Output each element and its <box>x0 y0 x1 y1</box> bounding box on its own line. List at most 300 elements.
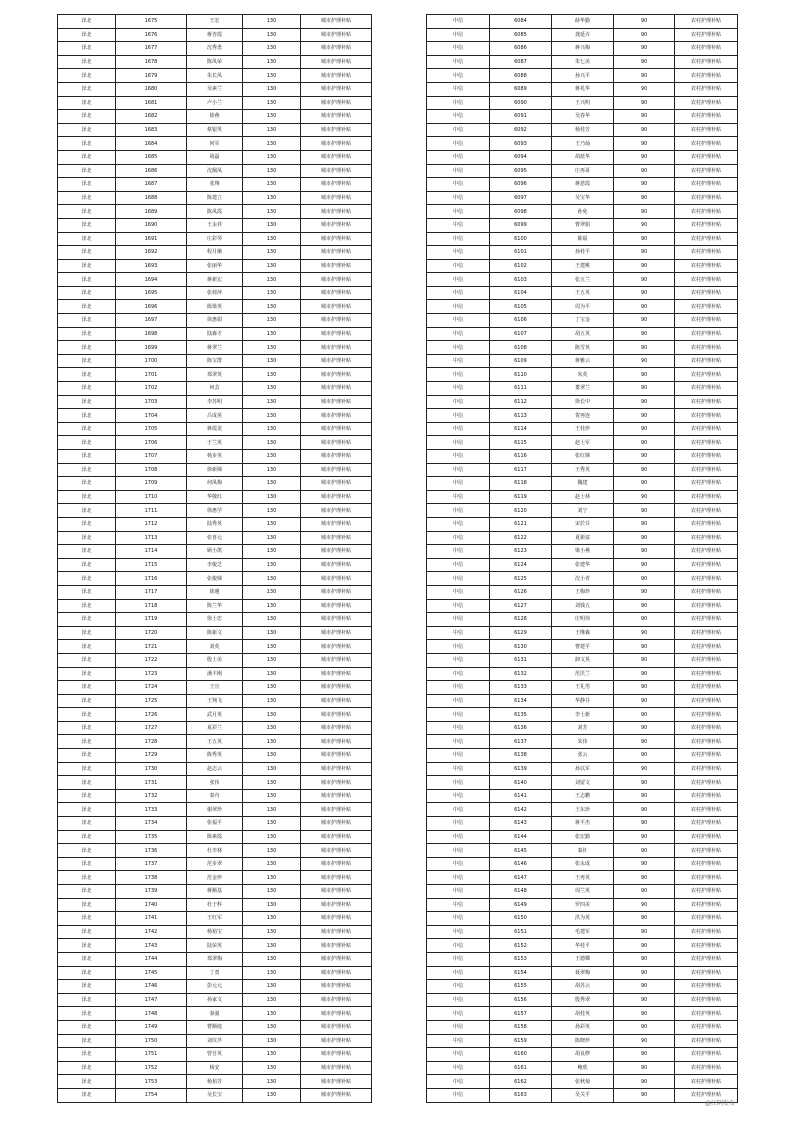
region-cell: 中信 <box>427 776 490 790</box>
name-cell: 王乃灿 <box>552 137 614 151</box>
name-cell: 张荷萍 <box>187 286 243 300</box>
region-cell: 中信 <box>427 96 490 110</box>
category-cell: 城市护理补贴 <box>301 354 372 368</box>
id-cell: 1736 <box>116 844 187 858</box>
amount-cell: 90 <box>614 1048 675 1062</box>
id-cell: 6156 <box>490 993 552 1007</box>
id-cell: 6158 <box>490 1020 552 1034</box>
amount-cell: 130 <box>243 164 301 178</box>
id-cell: 6099 <box>490 218 552 232</box>
region-cell: 中信 <box>427 952 490 966</box>
category-cell: 农村护理补贴 <box>675 626 738 640</box>
region-cell: 泽北 <box>58 286 116 300</box>
name-cell: 徐士忠 <box>187 613 243 627</box>
amount-cell: 90 <box>614 422 675 436</box>
table-row <box>58 885 372 899</box>
amount-cell: 130 <box>243 708 301 722</box>
category-cell: 农村护理补贴 <box>675 558 738 572</box>
region-cell: 中信 <box>427 218 490 232</box>
region-cell: 中信 <box>427 246 490 260</box>
amount-cell: 90 <box>614 803 675 817</box>
region-cell: 中信 <box>427 912 490 926</box>
name-cell: 胡五英 <box>552 327 614 341</box>
amount-cell: 90 <box>614 585 675 599</box>
region-cell: 中信 <box>427 857 490 871</box>
name-cell: 胡桂英 <box>552 1007 614 1021</box>
name-cell: 张宏勤 <box>552 830 614 844</box>
table-row <box>427 762 738 776</box>
category-cell: 农村护理补贴 <box>675 925 738 939</box>
amount-cell: 130 <box>243 993 301 1007</box>
amount-cell: 90 <box>614 1061 675 1075</box>
table-row <box>427 817 738 831</box>
amount-cell: 130 <box>243 667 301 681</box>
category-cell: 城市护理补贴 <box>301 640 372 654</box>
name-cell: 王翔飞 <box>187 694 243 708</box>
name-cell: 董翠兰 <box>552 382 614 396</box>
table-row <box>58 952 372 966</box>
table-row <box>58 422 372 436</box>
id-cell: 1685 <box>116 150 187 164</box>
region-cell: 泽北 <box>58 477 116 491</box>
region-cell: 中信 <box>427 205 490 219</box>
table-row <box>427 205 738 219</box>
name-cell: 吴宝华 <box>552 191 614 205</box>
id-cell: 1731 <box>116 776 187 790</box>
name-cell: 宋於芬 <box>552 517 614 531</box>
table-row <box>58 694 372 708</box>
id-cell: 6131 <box>490 653 552 667</box>
table-row <box>427 477 738 491</box>
table-row <box>427 55 738 69</box>
id-cell: 1701 <box>116 368 187 382</box>
amount-cell: 130 <box>243 545 301 559</box>
amount-cell: 90 <box>614 789 675 803</box>
table-row <box>58 273 372 287</box>
category-cell: 农村护理补贴 <box>675 952 738 966</box>
name-cell: 顾小凯 <box>187 545 243 559</box>
amount-cell: 130 <box>243 368 301 382</box>
category-cell: 农村护理补贴 <box>675 708 738 722</box>
region-cell: 泽北 <box>58 368 116 382</box>
amount-cell: 90 <box>614 993 675 1007</box>
id-cell: 1733 <box>116 803 187 817</box>
category-cell: 城市护理补贴 <box>301 572 372 586</box>
id-cell: 6093 <box>490 137 552 151</box>
id-cell: 1696 <box>116 300 187 314</box>
amount-cell: 130 <box>243 681 301 695</box>
amount-cell: 130 <box>243 640 301 654</box>
name-cell: 陈新文 <box>187 626 243 640</box>
region-cell: 中信 <box>427 82 490 96</box>
name-cell: 范金珍 <box>187 871 243 885</box>
amount-cell: 90 <box>614 96 675 110</box>
name-cell: 彭元元 <box>187 980 243 994</box>
name-cell: 武月英 <box>187 708 243 722</box>
region-cell: 泽北 <box>58 246 116 260</box>
table-row <box>58 463 372 477</box>
amount-cell: 130 <box>243 409 301 423</box>
table-row <box>427 898 738 912</box>
amount-cell: 90 <box>614 110 675 124</box>
amount-cell: 90 <box>614 531 675 545</box>
table-row <box>58 286 372 300</box>
name-cell: 朱伟 <box>552 735 614 749</box>
amount-cell: 130 <box>243 205 301 219</box>
id-cell: 1686 <box>116 164 187 178</box>
name-cell: 杨步英 <box>187 450 243 464</box>
category-cell: 城市护理补贴 <box>301 395 372 409</box>
id-cell: 6129 <box>490 626 552 640</box>
category-cell: 城市护理补贴 <box>301 939 372 953</box>
amount-cell: 90 <box>614 667 675 681</box>
name-cell: 陈兰华 <box>187 599 243 613</box>
table-row <box>427 15 738 29</box>
region-cell: 中信 <box>427 599 490 613</box>
id-cell: 6130 <box>490 640 552 654</box>
name-cell: 王红军 <box>187 912 243 926</box>
region-cell: 中信 <box>427 477 490 491</box>
category-cell: 城市护理补贴 <box>301 504 372 518</box>
category-cell: 农村护理补贴 <box>675 218 738 232</box>
name-cell: 王永祥 <box>187 218 243 232</box>
name-cell: 孙彩英 <box>552 1020 614 1034</box>
table-row <box>427 164 738 178</box>
region-cell: 泽北 <box>58 830 116 844</box>
region-cell: 泽北 <box>58 55 116 69</box>
id-cell: 1709 <box>116 477 187 491</box>
category-cell: 城市护理补贴 <box>301 857 372 871</box>
id-cell: 6159 <box>490 1034 552 1048</box>
table-row <box>58 803 372 817</box>
amount-cell: 90 <box>614 721 675 735</box>
category-cell: 农村护理补贴 <box>675 395 738 409</box>
table-row <box>58 708 372 722</box>
region-cell: 中信 <box>427 191 490 205</box>
id-cell: 6114 <box>490 422 552 436</box>
region-cell: 中信 <box>427 558 490 572</box>
region-cell: 泽北 <box>58 354 116 368</box>
amount-cell: 130 <box>243 885 301 899</box>
id-cell: 1754 <box>116 1088 187 1102</box>
amount-cell: 90 <box>614 259 675 273</box>
region-cell: 泽北 <box>58 667 116 681</box>
region-cell: 中信 <box>427 1088 490 1102</box>
name-cell: 杨桂芳 <box>552 123 614 137</box>
amount-cell: 90 <box>614 286 675 300</box>
name-cell: 胡良修 <box>552 1048 614 1062</box>
category-cell: 城市护理补贴 <box>301 96 372 110</box>
amount-cell: 130 <box>243 857 301 871</box>
region-cell: 中信 <box>427 436 490 450</box>
name-cell: 张伟 <box>187 776 243 790</box>
id-cell: 1710 <box>116 490 187 504</box>
name-cell: 张永成 <box>552 857 614 871</box>
amount-cell: 90 <box>614 477 675 491</box>
name-cell: 王桂珍 <box>552 422 614 436</box>
amount-cell: 130 <box>243 1034 301 1048</box>
category-cell: 农村护理补贴 <box>675 96 738 110</box>
category-cell: 城市护理补贴 <box>301 517 372 531</box>
amount-cell: 90 <box>614 246 675 260</box>
table-row <box>58 354 372 368</box>
region-cell: 泽北 <box>58 504 116 518</box>
table-row <box>58 55 372 69</box>
name-cell: 王建桃 <box>552 259 614 273</box>
table-row <box>427 667 738 681</box>
region-cell: 中信 <box>427 1075 490 1089</box>
amount-cell: 90 <box>614 558 675 572</box>
table-row <box>58 1061 372 1075</box>
amount-cell: 90 <box>614 55 675 69</box>
name-cell: 蒋恩霞 <box>552 178 614 192</box>
table-row <box>427 694 738 708</box>
name-cell: 王宏 <box>187 15 243 29</box>
id-cell: 1718 <box>116 599 187 613</box>
region-cell: 中信 <box>427 314 490 328</box>
amount-cell: 130 <box>243 354 301 368</box>
category-cell: 农村护理补贴 <box>675 150 738 164</box>
amount-cell: 130 <box>243 477 301 491</box>
category-cell: 农村护理补贴 <box>675 1034 738 1048</box>
table-row <box>427 585 738 599</box>
table-row <box>427 735 738 749</box>
amount-cell: 130 <box>243 585 301 599</box>
category-cell: 城市护理补贴 <box>301 205 372 219</box>
amount-cell: 130 <box>243 436 301 450</box>
name-cell: 丁宝金 <box>552 314 614 328</box>
amount-cell: 130 <box>243 150 301 164</box>
amount-cell: 90 <box>614 382 675 396</box>
region-cell: 中信 <box>427 585 490 599</box>
name-cell: 孙免 <box>552 205 614 219</box>
category-cell: 城市护理补贴 <box>301 667 372 681</box>
id-cell: 1682 <box>116 110 187 124</box>
table-row <box>58 69 372 83</box>
amount-cell: 130 <box>243 69 301 83</box>
category-cell: 农村护理补贴 <box>675 871 738 885</box>
category-cell: 城市护理补贴 <box>301 1007 372 1021</box>
name-cell: 程月娥 <box>187 246 243 260</box>
category-cell: 农村护理补贴 <box>675 477 738 491</box>
name-cell: 陈梁英 <box>187 300 243 314</box>
id-cell: 6152 <box>490 939 552 953</box>
region-cell: 泽北 <box>58 463 116 477</box>
id-cell: 6148 <box>490 885 552 899</box>
table-row <box>427 640 738 654</box>
category-cell: 农村护理补贴 <box>675 164 738 178</box>
id-cell: 1689 <box>116 205 187 219</box>
id-cell: 1693 <box>116 259 187 273</box>
category-cell: 城市护理补贴 <box>301 69 372 83</box>
category-cell: 农村护理补贴 <box>675 681 738 695</box>
amount-cell: 130 <box>243 191 301 205</box>
category-cell: 农村护理补贴 <box>675 694 738 708</box>
table-row <box>58 912 372 926</box>
region-cell: 中信 <box>427 409 490 423</box>
amount-cell: 130 <box>243 749 301 763</box>
region-cell: 泽北 <box>58 1007 116 1021</box>
region-cell: 中信 <box>427 898 490 912</box>
category-cell: 城市护理补贴 <box>301 762 372 776</box>
category-cell: 城市护理补贴 <box>301 1020 372 1034</box>
id-cell: 6155 <box>490 980 552 994</box>
name-cell: 夏新富 <box>552 531 614 545</box>
region-cell: 中信 <box>427 1020 490 1034</box>
amount-cell: 90 <box>614 150 675 164</box>
name-cell: 郑翠英 <box>187 368 243 382</box>
region-cell: 中信 <box>427 110 490 124</box>
category-cell: 城市护理补贴 <box>301 789 372 803</box>
amount-cell: 130 <box>243 42 301 56</box>
id-cell: 1728 <box>116 735 187 749</box>
name-cell: 秦舟 <box>187 789 243 803</box>
name-cell: 曾吾英 <box>187 1048 243 1062</box>
category-cell: 农村护理补贴 <box>675 382 738 396</box>
amount-cell: 130 <box>243 721 301 735</box>
region-cell: 泽北 <box>58 817 116 831</box>
region-cell: 泽北 <box>58 42 116 56</box>
name-cell: 张秋菊 <box>552 1075 614 1089</box>
name-cell: 罗四美 <box>552 898 614 912</box>
name-cell: 于兰英 <box>187 436 243 450</box>
table-row <box>58 504 372 518</box>
amount-cell: 130 <box>243 966 301 980</box>
name-cell: 王再英 <box>552 871 614 885</box>
amount-cell: 90 <box>614 341 675 355</box>
name-cell: 赵士军 <box>552 436 614 450</box>
category-cell: 城市护理补贴 <box>301 1088 372 1102</box>
id-cell: 6110 <box>490 368 552 382</box>
name-cell: 杨安 <box>187 1061 243 1075</box>
category-cell: 城市护理补贴 <box>301 314 372 328</box>
region-cell: 泽北 <box>58 912 116 926</box>
category-cell: 农村护理补贴 <box>675 803 738 817</box>
region-cell: 中信 <box>427 55 490 69</box>
category-cell: 城市护理补贴 <box>301 531 372 545</box>
amount-cell: 90 <box>614 844 675 858</box>
table-row <box>427 531 738 545</box>
table-row <box>58 531 372 545</box>
category-cell: 城市护理补贴 <box>301 735 372 749</box>
category-cell: 城市护理补贴 <box>301 110 372 124</box>
amount-cell: 90 <box>614 626 675 640</box>
id-cell: 1742 <box>116 925 187 939</box>
table-row <box>58 939 372 953</box>
amount-cell: 90 <box>614 817 675 831</box>
id-cell: 1750 <box>116 1034 187 1048</box>
id-cell: 6145 <box>490 844 552 858</box>
id-cell: 6135 <box>490 708 552 722</box>
amount-cell: 90 <box>614 123 675 137</box>
category-cell: 农村护理补贴 <box>675 749 738 763</box>
id-cell: 1725 <box>116 694 187 708</box>
table-row <box>58 789 372 803</box>
category-cell: 农村护理补贴 <box>675 314 738 328</box>
name-cell: 薛华勤 <box>552 15 614 29</box>
region-cell: 中信 <box>427 286 490 300</box>
id-cell: 1719 <box>116 613 187 627</box>
region-cell: 中信 <box>427 341 490 355</box>
table-row <box>427 613 738 627</box>
amount-cell: 130 <box>243 517 301 531</box>
region-cell: 泽北 <box>58 164 116 178</box>
table-row <box>427 626 738 640</box>
name-cell: 王继森 <box>552 626 614 640</box>
region-cell: 泽北 <box>58 96 116 110</box>
amount-cell: 90 <box>614 436 675 450</box>
id-cell: 6151 <box>490 925 552 939</box>
table-row <box>427 749 738 763</box>
region-cell: 中信 <box>427 939 490 953</box>
name-cell: 王五英 <box>552 286 614 300</box>
amount-cell: 130 <box>243 531 301 545</box>
left-list-body <box>58 15 372 1103</box>
table-row <box>427 1075 738 1089</box>
region-cell: 中信 <box>427 721 490 735</box>
region-cell: 泽北 <box>58 178 116 192</box>
table-row <box>427 1007 738 1021</box>
id-cell: 1704 <box>116 409 187 423</box>
amount-cell: 90 <box>614 191 675 205</box>
name-cell: 蒋新宏 <box>187 273 243 287</box>
id-cell: 6101 <box>490 246 552 260</box>
table-row <box>58 205 372 219</box>
category-cell: 城市护理补贴 <box>301 708 372 722</box>
amount-cell: 130 <box>243 55 301 69</box>
amount-cell: 130 <box>243 572 301 586</box>
name-cell: 洪为英 <box>552 912 614 926</box>
id-cell: 1707 <box>116 450 187 464</box>
amount-cell: 90 <box>614 164 675 178</box>
name-cell: 王东珍 <box>552 803 614 817</box>
name-cell: 何凤梅 <box>187 477 243 491</box>
name-cell: 张翔 <box>187 178 243 192</box>
category-cell: 城市护理补贴 <box>301 844 372 858</box>
id-cell: 6157 <box>490 1007 552 1021</box>
category-cell: 城市护理补贴 <box>301 925 372 939</box>
amount-cell: 90 <box>614 1034 675 1048</box>
table-row <box>427 721 738 735</box>
amount-cell: 90 <box>614 925 675 939</box>
region-cell: 中信 <box>427 925 490 939</box>
table-row <box>58 110 372 124</box>
name-cell: 陈雪英 <box>552 341 614 355</box>
table-row <box>58 558 372 572</box>
region-cell: 泽北 <box>58 137 116 151</box>
category-cell: 城市护理补贴 <box>301 42 372 56</box>
amount-cell: 130 <box>243 912 301 926</box>
category-cell: 农村护理补贴 <box>675 110 738 124</box>
category-cell: 城市护理补贴 <box>301 55 372 69</box>
amount-cell: 90 <box>614 966 675 980</box>
id-cell: 1749 <box>116 1020 187 1034</box>
category-cell: 城市护理补贴 <box>301 871 372 885</box>
category-cell: 城市护理补贴 <box>301 1061 372 1075</box>
table-row <box>427 354 738 368</box>
category-cell: 城市护理补贴 <box>301 490 372 504</box>
id-cell: 6118 <box>490 477 552 491</box>
region-cell: 中信 <box>427 1061 490 1075</box>
amount-cell: 130 <box>243 1020 301 1034</box>
amount-cell: 130 <box>243 817 301 831</box>
region-cell: 泽北 <box>58 15 116 29</box>
amount-cell: 130 <box>243 952 301 966</box>
region-cell: 泽北 <box>58 980 116 994</box>
name-cell: 蒋雅云 <box>552 354 614 368</box>
id-cell: 6163 <box>490 1088 552 1102</box>
table-row <box>427 939 738 953</box>
